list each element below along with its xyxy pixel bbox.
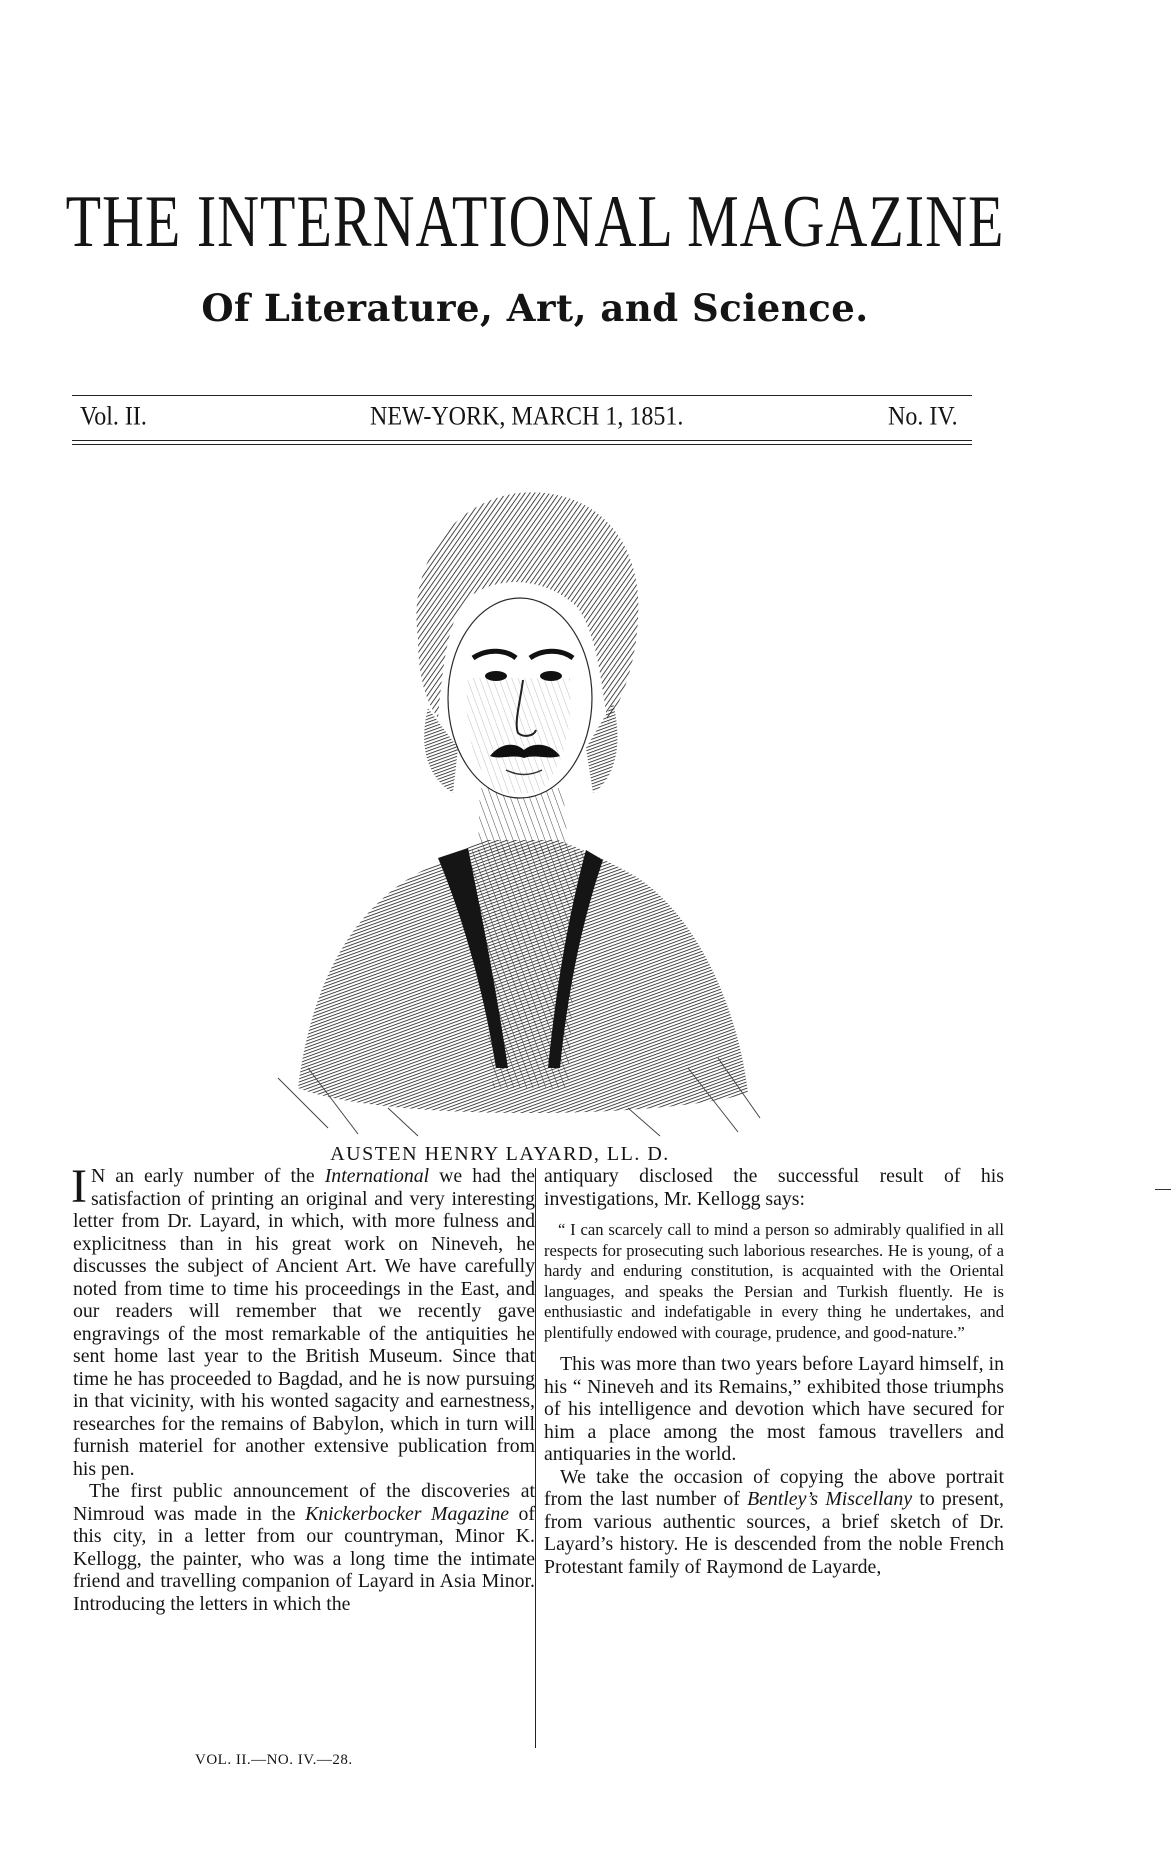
header-rule-bottom — [72, 440, 972, 441]
dateline: NEW-YORK, MARCH 1, 1851. — [370, 402, 684, 432]
header-rule-top — [72, 395, 972, 396]
portrait-caption: AUSTEN HENRY LAYARD, LL. D. — [330, 1143, 670, 1165]
margin-mark — [1155, 1189, 1171, 1190]
volume-label: Vol. II. — [80, 402, 147, 432]
issue-number: No. IV. — [888, 402, 958, 432]
paragraph: This was more than two years before Layard himself, in his “ Nineveh and its Remains,” exhibited those triumphs of his intelligence and devotion which have secured for him a place among the most famous travellers and antiquaries in the world. — [544, 1353, 1004, 1465]
block-quote: “ I can scarcely call to mind a person so admirably qualified in all respects for prosecuting such laborious researches. He is young, of a hardy and enduring constitution, is acquainted with the Oriental languages, and speaks the Persian and Turkish fluently. He is enthusiastic and indefatigable in every thing he undertakes, and plentifully endowed with courage, prudence, and good-nature.” — [544, 1220, 1004, 1342]
paragraph-text: We take the occasion of copying the above portrait from the last number of — [544, 1465, 1004, 1510]
article-column-right — [544, 1165, 1004, 1578]
masthead-subtitle: Of Literature, Art, and Science. — [201, 286, 869, 330]
paragraph-text: we had the satisfaction of printing an original and very interesting letter from Dr. Layard, in which, with more fulness and explicitness than in his great work on Nineveh, he discusses the subject of Ancient Art. We have carefully noted from time to time his proceedings in the East, and our readers will remember that we recently gave engravings of the most remarkable of the antiquities he sent home last year to the British Museum. Since that time he has proceeded to Bagdad, and he is now pursuing in that vicinity, with his wonted sagacity and earnestness, researches for the remains of Babylon, which in turn will furnish materiel for another extensive publication from his pen. — [73, 1165, 535, 1480]
paragraph-text: of this city, in a letter from our countryman, Minor K. Kellogg, the painter, who was a long time the intimate friend and travelling companion of Layard in Asia Minor. Introducing the letters in which the — [73, 1502, 535, 1615]
paragraph-text: N an early number of the — [90, 1165, 325, 1187]
article-column-left — [71, 1160, 535, 1615]
portrait-engraving — [268, 448, 768, 1138]
drop-cap: I — [71, 1160, 87, 1213]
paragraph: antiquary disclosed the successful result of his investigations, Mr. Kellogg says: — [544, 1165, 1004, 1210]
column-divider — [535, 1168, 536, 1748]
paragraph — [544, 1466, 1004, 1579]
italic-title: Bentley’s Miscellany — [747, 1488, 913, 1510]
paragraph-text: The first public announcement of the discoveries at Nimroud was made in the — [73, 1480, 535, 1525]
page-signature: VOL. II.—NO. IV.—28. — [195, 1752, 353, 1768]
italic-title: Knickerbocker Magazine — [305, 1502, 510, 1525]
paragraph — [73, 1480, 535, 1615]
paragraph-text: to present, from various authentic sources, a brief sketch of Dr. Layard’s history. He is descended from the noble French Protestant family of Raymond de Layarde, — [544, 1488, 1004, 1578]
header-rule-bottom-thin — [72, 444, 972, 445]
masthead-title: THE INTERNATIONAL MAGAZINE — [65, 179, 1005, 263]
paragraph — [71, 1160, 535, 1480]
italic-title: International — [324, 1165, 430, 1187]
